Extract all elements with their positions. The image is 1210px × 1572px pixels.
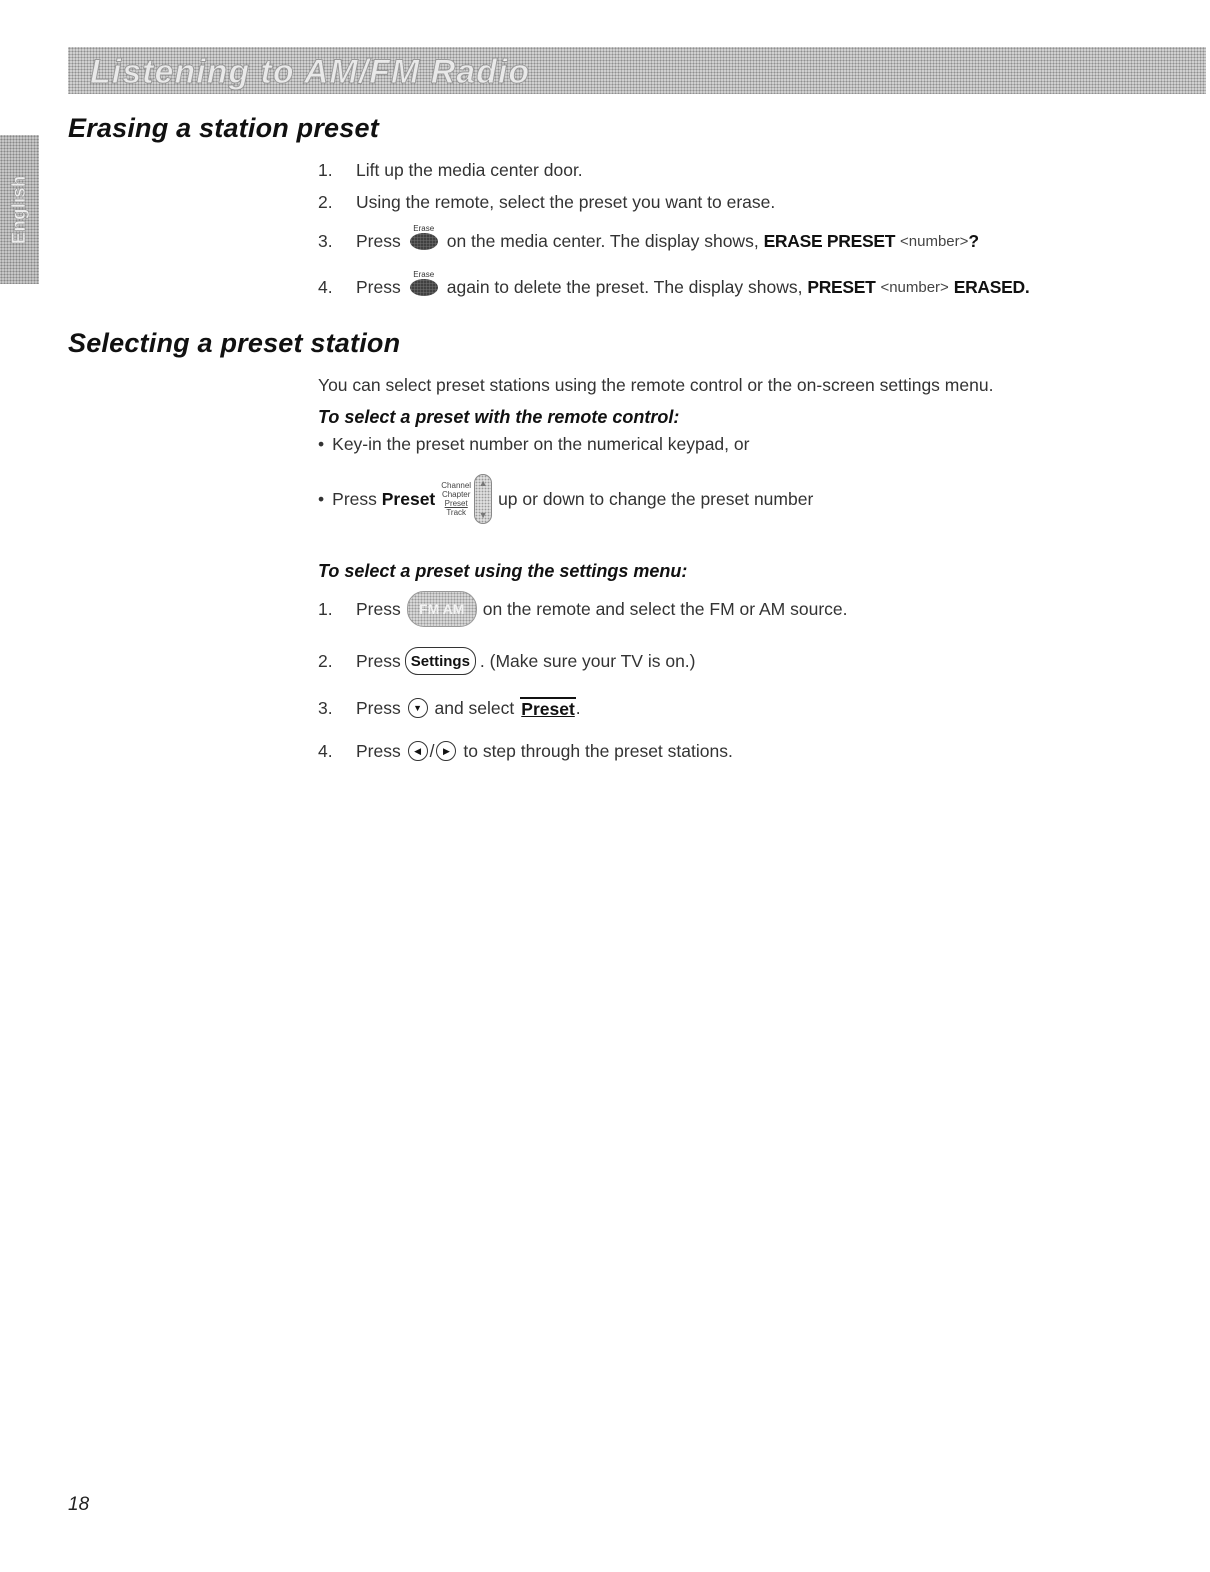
rocker-label: Preset xyxy=(444,499,468,508)
step-number: 2. xyxy=(318,192,333,212)
section-banner xyxy=(68,47,1206,94)
display-tail: ? xyxy=(968,230,979,251)
erase-button-icon xyxy=(407,270,441,296)
menu-step-1-post: on the remote and select the FM or AM source. xyxy=(482,598,848,619)
selecting-intro xyxy=(318,375,993,396)
banner-title: Listening to AM/FM Radio xyxy=(90,53,531,91)
step-1-text: Lift up the media center door. xyxy=(356,160,583,180)
display-text: PRESET xyxy=(807,276,876,297)
step-text xyxy=(356,270,1029,304)
preset-menu-item: Preset xyxy=(521,698,575,719)
side-tab-label: English xyxy=(8,175,30,244)
menu-step-2-pre: Press xyxy=(356,650,401,671)
step-number: 1. xyxy=(318,160,333,180)
fm-am-button-icon: FM AM xyxy=(407,591,477,627)
step-3-post: on the media center. The display shows, xyxy=(446,230,759,251)
bullet-1-text: Key-in the preset number on the numerical keypad, or xyxy=(332,434,750,454)
menu-step-3-tail: . xyxy=(575,697,581,718)
menu-step-3 xyxy=(356,694,581,722)
intro-text: You can select preset stations using the remote control or the on-screen settings menu. xyxy=(318,375,994,395)
step-number: 4. xyxy=(318,741,333,761)
step-number: 2. xyxy=(318,651,333,671)
menu-step-1 xyxy=(356,591,848,627)
rocker-label: Channel xyxy=(441,481,472,490)
step-text xyxy=(356,160,583,181)
page-number: 18 xyxy=(68,1494,90,1515)
step-4-post: again to delete the preset. The display shows, xyxy=(446,276,803,297)
remote-subheading: To select a preset with the remote control: xyxy=(318,407,680,427)
channel-rocker-icon: Channel Chapter Preset Track ▲ ▼ xyxy=(441,474,492,524)
bullet-item: • Key-in the preset number on the numerical keypad, or xyxy=(318,434,750,454)
step-number: 4. xyxy=(318,277,333,297)
erasing-title: Erasing a station preset xyxy=(68,113,379,143)
display-text: ERASE PRESET xyxy=(763,230,896,251)
bullet-item: • Press Preset Channel Chapter Preset Track ▲ ▼ up or down to change the preset number xyxy=(318,472,813,526)
step-number: 3. xyxy=(318,231,333,251)
menu-step-4-pre: Press xyxy=(356,740,401,761)
right-arrow-icon: ▶ xyxy=(436,741,456,761)
arrow-separator: / xyxy=(429,740,435,761)
bullet-2-post: up or down to change the preset number xyxy=(498,488,814,509)
menu-step-4-post: to step through the preset stations. xyxy=(463,740,733,761)
bullet-2-pre: Press xyxy=(332,488,377,509)
down-arrow-icon: ▼ xyxy=(408,698,428,718)
selecting-title: Selecting a preset station xyxy=(68,328,401,358)
menu-step-3-post: and select xyxy=(434,697,515,718)
rocker-label: Chapter xyxy=(441,490,471,499)
left-arrow-icon: ◀ xyxy=(408,741,428,761)
step-3-pre: Press xyxy=(356,230,401,251)
menu-step-1-pre: Press xyxy=(356,598,401,619)
preset-label: Preset xyxy=(381,488,436,509)
rocker-label: Track xyxy=(446,508,467,517)
menu-step-2 xyxy=(356,646,696,676)
display-placeholder: <number> xyxy=(880,278,949,296)
step-2-text: Using the remote, select the preset you want to erase. xyxy=(356,192,776,212)
erase-button-label: Erase xyxy=(413,224,435,233)
erase-button-label: Erase xyxy=(413,270,435,279)
menu-step-2-post: . (Make sure your TV is on.) xyxy=(479,650,696,671)
step-4-pre: Press xyxy=(356,276,401,297)
display-placeholder: <number> xyxy=(900,232,969,250)
language-side-tab xyxy=(0,135,39,284)
menu-subheading: To select a preset using the settings menu: xyxy=(318,561,688,581)
step-text xyxy=(356,192,775,213)
step-number: 3. xyxy=(318,698,333,718)
display-tail: ERASED. xyxy=(953,276,1030,297)
menu-step-3-pre: Press xyxy=(356,697,401,718)
step-text xyxy=(356,224,979,258)
menu-step-4 xyxy=(356,737,733,765)
step-number: 1. xyxy=(318,599,333,619)
erase-button-icon xyxy=(407,224,441,250)
settings-button-icon: Settings xyxy=(405,647,476,675)
